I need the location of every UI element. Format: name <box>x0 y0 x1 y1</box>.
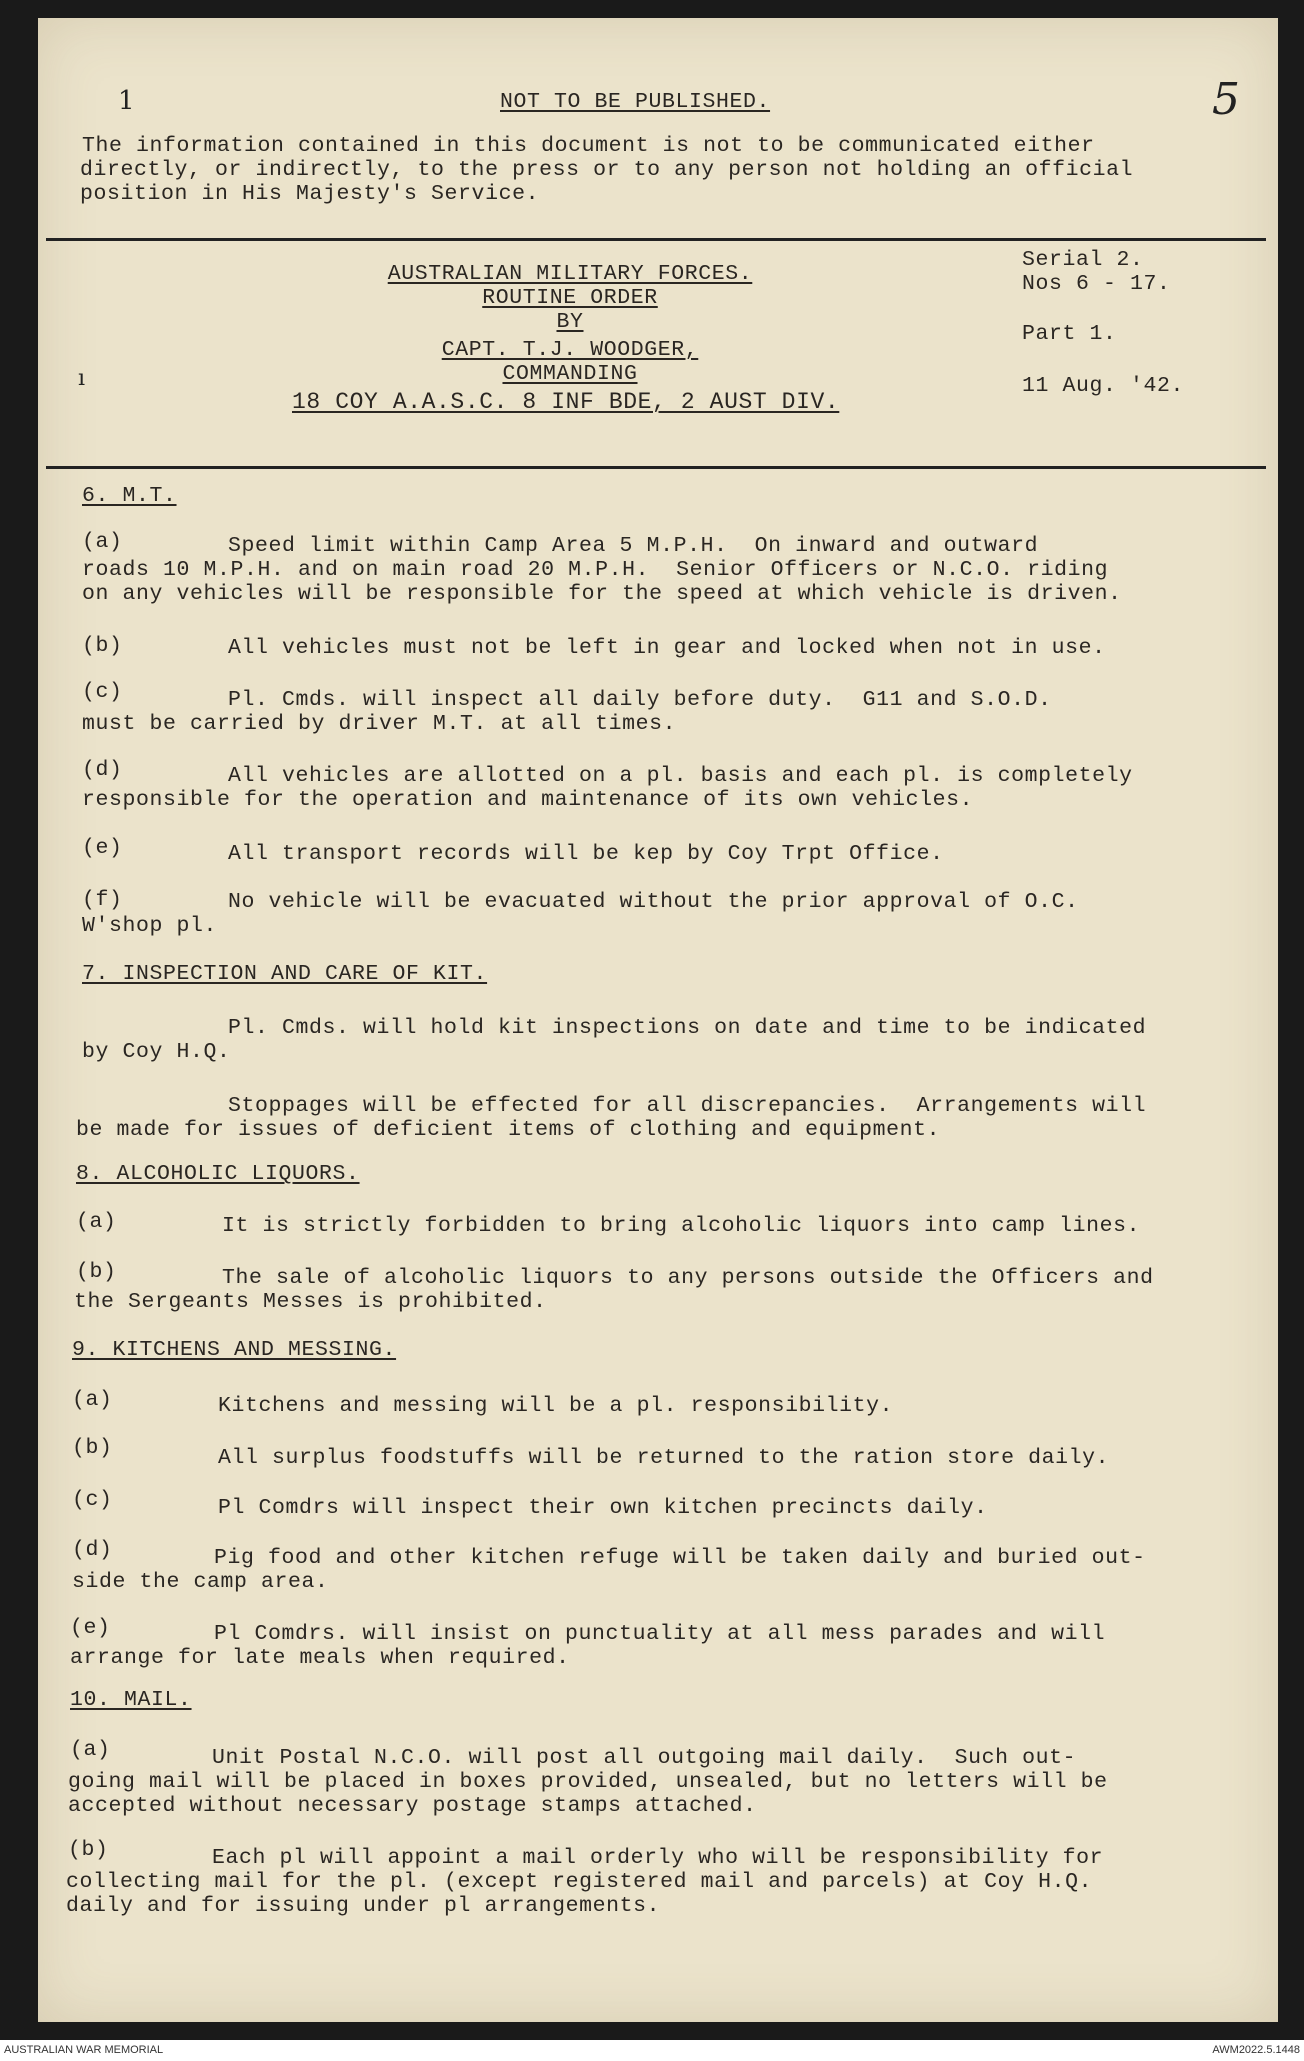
item-line: All vehicles are allotted on a pl. basis and each pl. is completely <box>228 764 1133 788</box>
order-numbers: Nos 6 - 17. <box>1022 272 1171 296</box>
item-line: Pig food and other kitchen refuge will be taken daily and buried out- <box>214 1546 1146 1570</box>
item-line: All vehicles must not be left in gear and locked when not in use. <box>228 636 1106 660</box>
item-line: on any vehicles will be responsible for the speed at which vehicle is driven. <box>82 582 1122 606</box>
item-line: No vehicle will be evacuated without the prior approval of O.C. <box>228 890 1079 914</box>
order-date: 11 Aug. '42. <box>1022 374 1185 398</box>
section-heading: 9. KITCHENS AND MESSING. <box>72 1338 397 1362</box>
item-line: must be carried by driver M.T. at all times. <box>82 712 677 736</box>
item-line: Pl. Cmds. will hold kit inspections on date and time to be indicated <box>228 1016 1147 1040</box>
item-label: (c) <box>82 680 123 704</box>
corner-mark: 1 <box>118 86 135 116</box>
order-heading-line: ROUTINE ORDER <box>482 286 658 310</box>
item-line: collecting mail for the pl. (except registered mail and parcels) at Coy H.Q. <box>66 1870 1093 1894</box>
item-line: Kitchens and messing will be a pl. responsibility. <box>218 1394 894 1418</box>
item-label: (b) <box>82 634 123 658</box>
section-heading: 8. ALCOHOLIC LIQUORS. <box>76 1162 360 1186</box>
notice-line: The information contained in this document is not to be communicated either <box>82 134 1095 158</box>
item-line: daily and for issuing under pl arrangements. <box>66 1894 661 1918</box>
item-label: (a) <box>70 1738 111 1762</box>
item-label: (b) <box>76 1260 117 1284</box>
item-line: All surplus foodstuffs will be returned to the ration store daily. <box>218 1446 1110 1470</box>
section-heading: 7. INSPECTION AND CARE OF KIT. <box>82 962 488 986</box>
item-line: side the camp area. <box>72 1570 329 1594</box>
item-label: (b) <box>68 1838 109 1862</box>
item-label: (f) <box>82 888 123 912</box>
item-label: (a) <box>82 530 123 554</box>
item-line: All transport records will be kep by Coy Trpt Office. <box>228 842 944 866</box>
item-label: (d) <box>82 758 123 782</box>
item-label: (b) <box>72 1436 113 1460</box>
item-label: (c) <box>72 1488 113 1512</box>
item-line: Speed limit within Camp Area 5 M.P.H. On inward and outward <box>228 534 1039 558</box>
item-label: (d) <box>72 1538 113 1562</box>
item-line: accepted without necessary postage stamps attached. <box>68 1794 757 1818</box>
serial-number: Serial 2. <box>1022 248 1144 272</box>
item-line: Pl Comdrs. will insist on punctuality at all mess parades and will <box>214 1622 1106 1646</box>
item-label: (e) <box>70 1616 111 1640</box>
item-line: by Coy H.Q. <box>82 1040 231 1064</box>
item-line: It is strictly forbidden to bring alcoholic liquors into camp lines. <box>222 1214 1141 1238</box>
item-line: The sale of alcoholic liquors to any persons outside the Officers and <box>222 1266 1154 1290</box>
heading-divider <box>46 466 1266 469</box>
order-heading-line: 18 COY A.A.S.C. 8 INF BDE, 2 AUST DIV. <box>292 389 840 415</box>
item-line: roads 10 M.P.H. and on main road 20 M.P.H. Senior Officers or N.C.O. riding <box>82 558 1109 582</box>
item-line: Unit Postal N.C.O. will post all outgoing mail daily. Such out- <box>212 1746 1077 1770</box>
item-line: Pl. Cmds. will inspect all daily before duty. G11 and S.O.D. <box>228 688 1052 712</box>
order-heading-line: COMMANDING <box>502 362 638 386</box>
top-title: NOT TO BE PUBLISHED. <box>500 90 771 114</box>
notice-line: position in His Majesty's Service. <box>80 182 540 206</box>
item-label: (e) <box>82 836 123 860</box>
item-line: responsible for the operation and maintenance of its own vehicles. <box>82 788 974 812</box>
margin-mark: ı <box>78 366 86 391</box>
item-line: Pl Comdrs will inspect their own kitchen precincts daily. <box>218 1496 988 1520</box>
item-line: Stoppages will be effected for all discrepancies. Arrangements will <box>228 1094 1147 1118</box>
item-label: (a) <box>76 1210 117 1234</box>
item-line: the Sergeants Messes is prohibited. <box>74 1290 547 1314</box>
item-line: W'shop pl. <box>82 914 218 938</box>
archive-reference: AWM2022.5.1448 <box>1212 2044 1300 2056</box>
page-number-mark: 5 <box>1212 74 1240 125</box>
archive-footer <box>0 2040 1304 2061</box>
item-label: (a) <box>72 1388 113 1412</box>
section-heading: 6. M.T. <box>82 484 177 508</box>
item-line: arrange for late meals when required. <box>70 1646 570 1670</box>
order-heading-line: AUSTRALIAN MILITARY FORCES. <box>387 262 753 286</box>
order-heading-line: CAPT. T.J. WOODGER, <box>441 338 699 362</box>
item-line: Each pl will appoint a mail orderly who will be responsibility for <box>212 1846 1104 1870</box>
item-line: going mail will be placed in boxes provided, unsealed, but no letters will be <box>68 1770 1108 1794</box>
section-heading: 10. MAIL. <box>70 1688 192 1712</box>
part-number: Part 1. <box>1022 322 1117 346</box>
item-line: be made for issues of deficient items of clothing and equipment. <box>76 1118 941 1142</box>
archive-name: AUSTRALIAN WAR MEMORIAL <box>4 2044 164 2056</box>
notice-line: directly, or indirectly, to the press or to any person not holding an official <box>80 158 1134 182</box>
order-heading-line: BY <box>556 310 584 334</box>
top-divider <box>46 238 1266 241</box>
